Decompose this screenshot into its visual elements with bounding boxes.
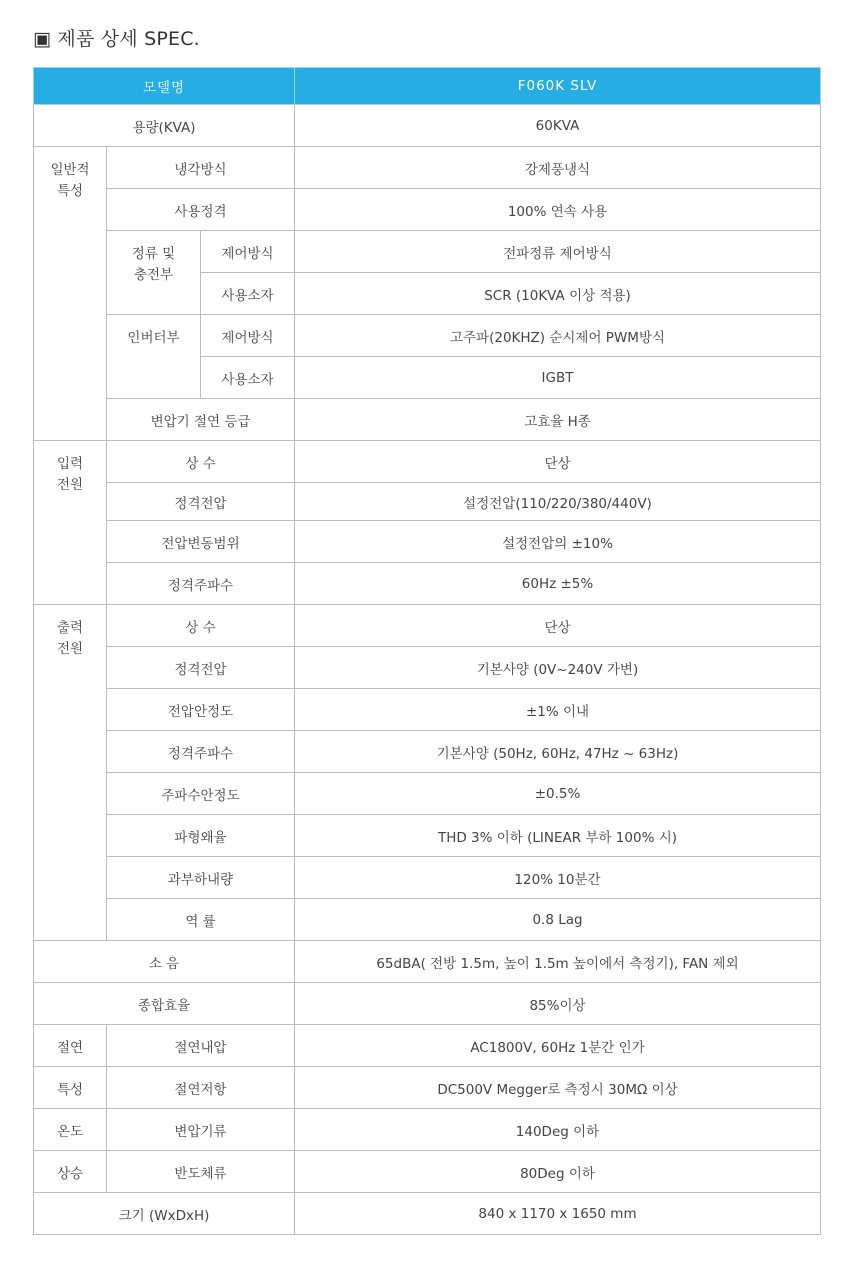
table-row: [34, 815, 821, 857]
cooling-value: 강제풍냉식: [295, 147, 821, 189]
semiconductor-temp-label: 반도체류: [107, 1151, 295, 1193]
group-insulation-b: 특성: [34, 1067, 107, 1109]
model-label: 모델명: [34, 68, 295, 105]
resistance-value: DC500V Megger로 측정시 30MΩ 이상: [295, 1067, 821, 1109]
page-title: ▣ 제품 상세 SPEC.: [33, 28, 200, 50]
table-row: [34, 1025, 821, 1067]
table-row: [34, 315, 821, 357]
size-value: 840 x 1170 x 1650 mm: [295, 1193, 821, 1235]
group-general: 일반적 특성: [34, 147, 107, 441]
size-label: 크기 (WxDxH): [34, 1193, 295, 1235]
table-row: [34, 189, 821, 231]
resistance-label: 절연저항: [107, 1067, 295, 1109]
table-row: [34, 983, 821, 1025]
rating-value: 100% 연속 사용: [295, 189, 821, 231]
transformer-temp-value: 140Deg 이하: [295, 1109, 821, 1151]
withstand-value: AC1800V, 60Hz 1분간 인가: [295, 1025, 821, 1067]
table-row: [34, 899, 821, 941]
model-value: F060K SLV: [295, 68, 821, 105]
overload-value: 120% 10분간: [295, 857, 821, 899]
power-factor-value: 0.8 Lag: [295, 899, 821, 941]
table-row: [34, 605, 821, 647]
efficiency-value: 85%이상: [295, 983, 821, 1025]
overload-label: 과부하내량: [107, 857, 295, 899]
output-frequency-label: 정격주파수: [107, 731, 295, 773]
table-row: [34, 731, 821, 773]
table-row: [34, 647, 821, 689]
table-row: [34, 941, 821, 983]
group-input: 입력 전원: [34, 441, 107, 605]
input-voltage-value: 설정전압(110/220/380/440V): [295, 483, 821, 521]
table-row: [34, 689, 821, 731]
table-row: [34, 399, 821, 441]
table-row: [34, 441, 821, 483]
table-row: [34, 1067, 821, 1109]
capacity-label: 용량(KVA): [34, 105, 295, 147]
power-factor-label: 역 률: [107, 899, 295, 941]
table-row: [34, 521, 821, 563]
table-row: [34, 231, 821, 273]
table-row: [34, 147, 821, 189]
input-voltage-label: 정격전압: [107, 483, 295, 521]
table-row: [34, 857, 821, 899]
semiconductor-temp-value: 80Deg 이하: [295, 1151, 821, 1193]
output-phase-value: 단상: [295, 605, 821, 647]
group-insulation-a: 절연: [34, 1025, 107, 1067]
transformer-temp-label: 변압기류: [107, 1109, 295, 1151]
table-row: [34, 1193, 821, 1235]
table-header-row: [34, 68, 821, 105]
output-voltage-label: 정격전압: [107, 647, 295, 689]
table-row: [34, 105, 821, 147]
inverter-control-label: 제어방식: [201, 315, 295, 357]
withstand-label: 절연내압: [107, 1025, 295, 1067]
input-frequency-value: 60Hz ±5%: [295, 563, 821, 605]
group-rectifier: 정류 및 충전부: [107, 231, 201, 315]
group-temp-a: 온도: [34, 1109, 107, 1151]
rectifier-device-label: 사용소자: [201, 273, 295, 315]
input-phase-value: 단상: [295, 441, 821, 483]
input-frequency-label: 정격주파수: [107, 563, 295, 605]
inverter-control-value: 고주파(20KHZ) 순시제어 PWM방식: [295, 315, 821, 357]
voltage-stability-label: 전압안정도: [107, 689, 295, 731]
distortion-label: 파형왜율: [107, 815, 295, 857]
insulation-class-label: 변압기 절연 등급: [107, 399, 295, 441]
efficiency-label: 종합효율: [34, 983, 295, 1025]
input-variation-value: 설정전압의 ±10%: [295, 521, 821, 563]
table-row: [34, 1151, 821, 1193]
input-variation-label: 전압변동범위: [107, 521, 295, 563]
capacity-value: 60KVA: [295, 105, 821, 147]
rectifier-control-label: 제어방식: [201, 231, 295, 273]
cooling-label: 냉각방식: [107, 147, 295, 189]
freq-stability-label: 주파수안정도: [107, 773, 295, 815]
insulation-class-value: 고효율 H종: [295, 399, 821, 441]
input-phase-label: 상 수: [107, 441, 295, 483]
voltage-stability-value: ±1% 이내: [295, 689, 821, 731]
output-phase-label: 상 수: [107, 605, 295, 647]
inverter-device-label: 사용소자: [201, 357, 295, 399]
group-output: 출력 전원: [34, 605, 107, 941]
distortion-value: THD 3% 이하 (LINEAR 부하 100% 시): [295, 815, 821, 857]
freq-stability-value: ±0.5%: [295, 773, 821, 815]
rating-label: 사용정격: [107, 189, 295, 231]
rectifier-device-value: SCR (10KVA 이상 적용): [295, 273, 821, 315]
inverter-device-value: IGBT: [295, 357, 821, 399]
rectifier-control-value: 전파정류 제어방식: [295, 231, 821, 273]
output-frequency-value: 기본사양 (50Hz, 60Hz, 47Hz ~ 63Hz): [295, 731, 821, 773]
noise-value: 65dBA( 전방 1.5m, 높이 1.5m 높이에서 측정기), FAN 제외: [295, 941, 821, 983]
table-row: [34, 483, 821, 521]
group-temp-b: 상승: [34, 1151, 107, 1193]
noise-label: 소 음: [34, 941, 295, 983]
table-row: [34, 563, 821, 605]
table-row: [34, 773, 821, 815]
spec-table: [33, 67, 821, 1235]
output-voltage-value: 기본사양 (0V~240V 가변): [295, 647, 821, 689]
group-inverter: 인버터부: [107, 315, 201, 399]
table-row: [34, 1109, 821, 1151]
